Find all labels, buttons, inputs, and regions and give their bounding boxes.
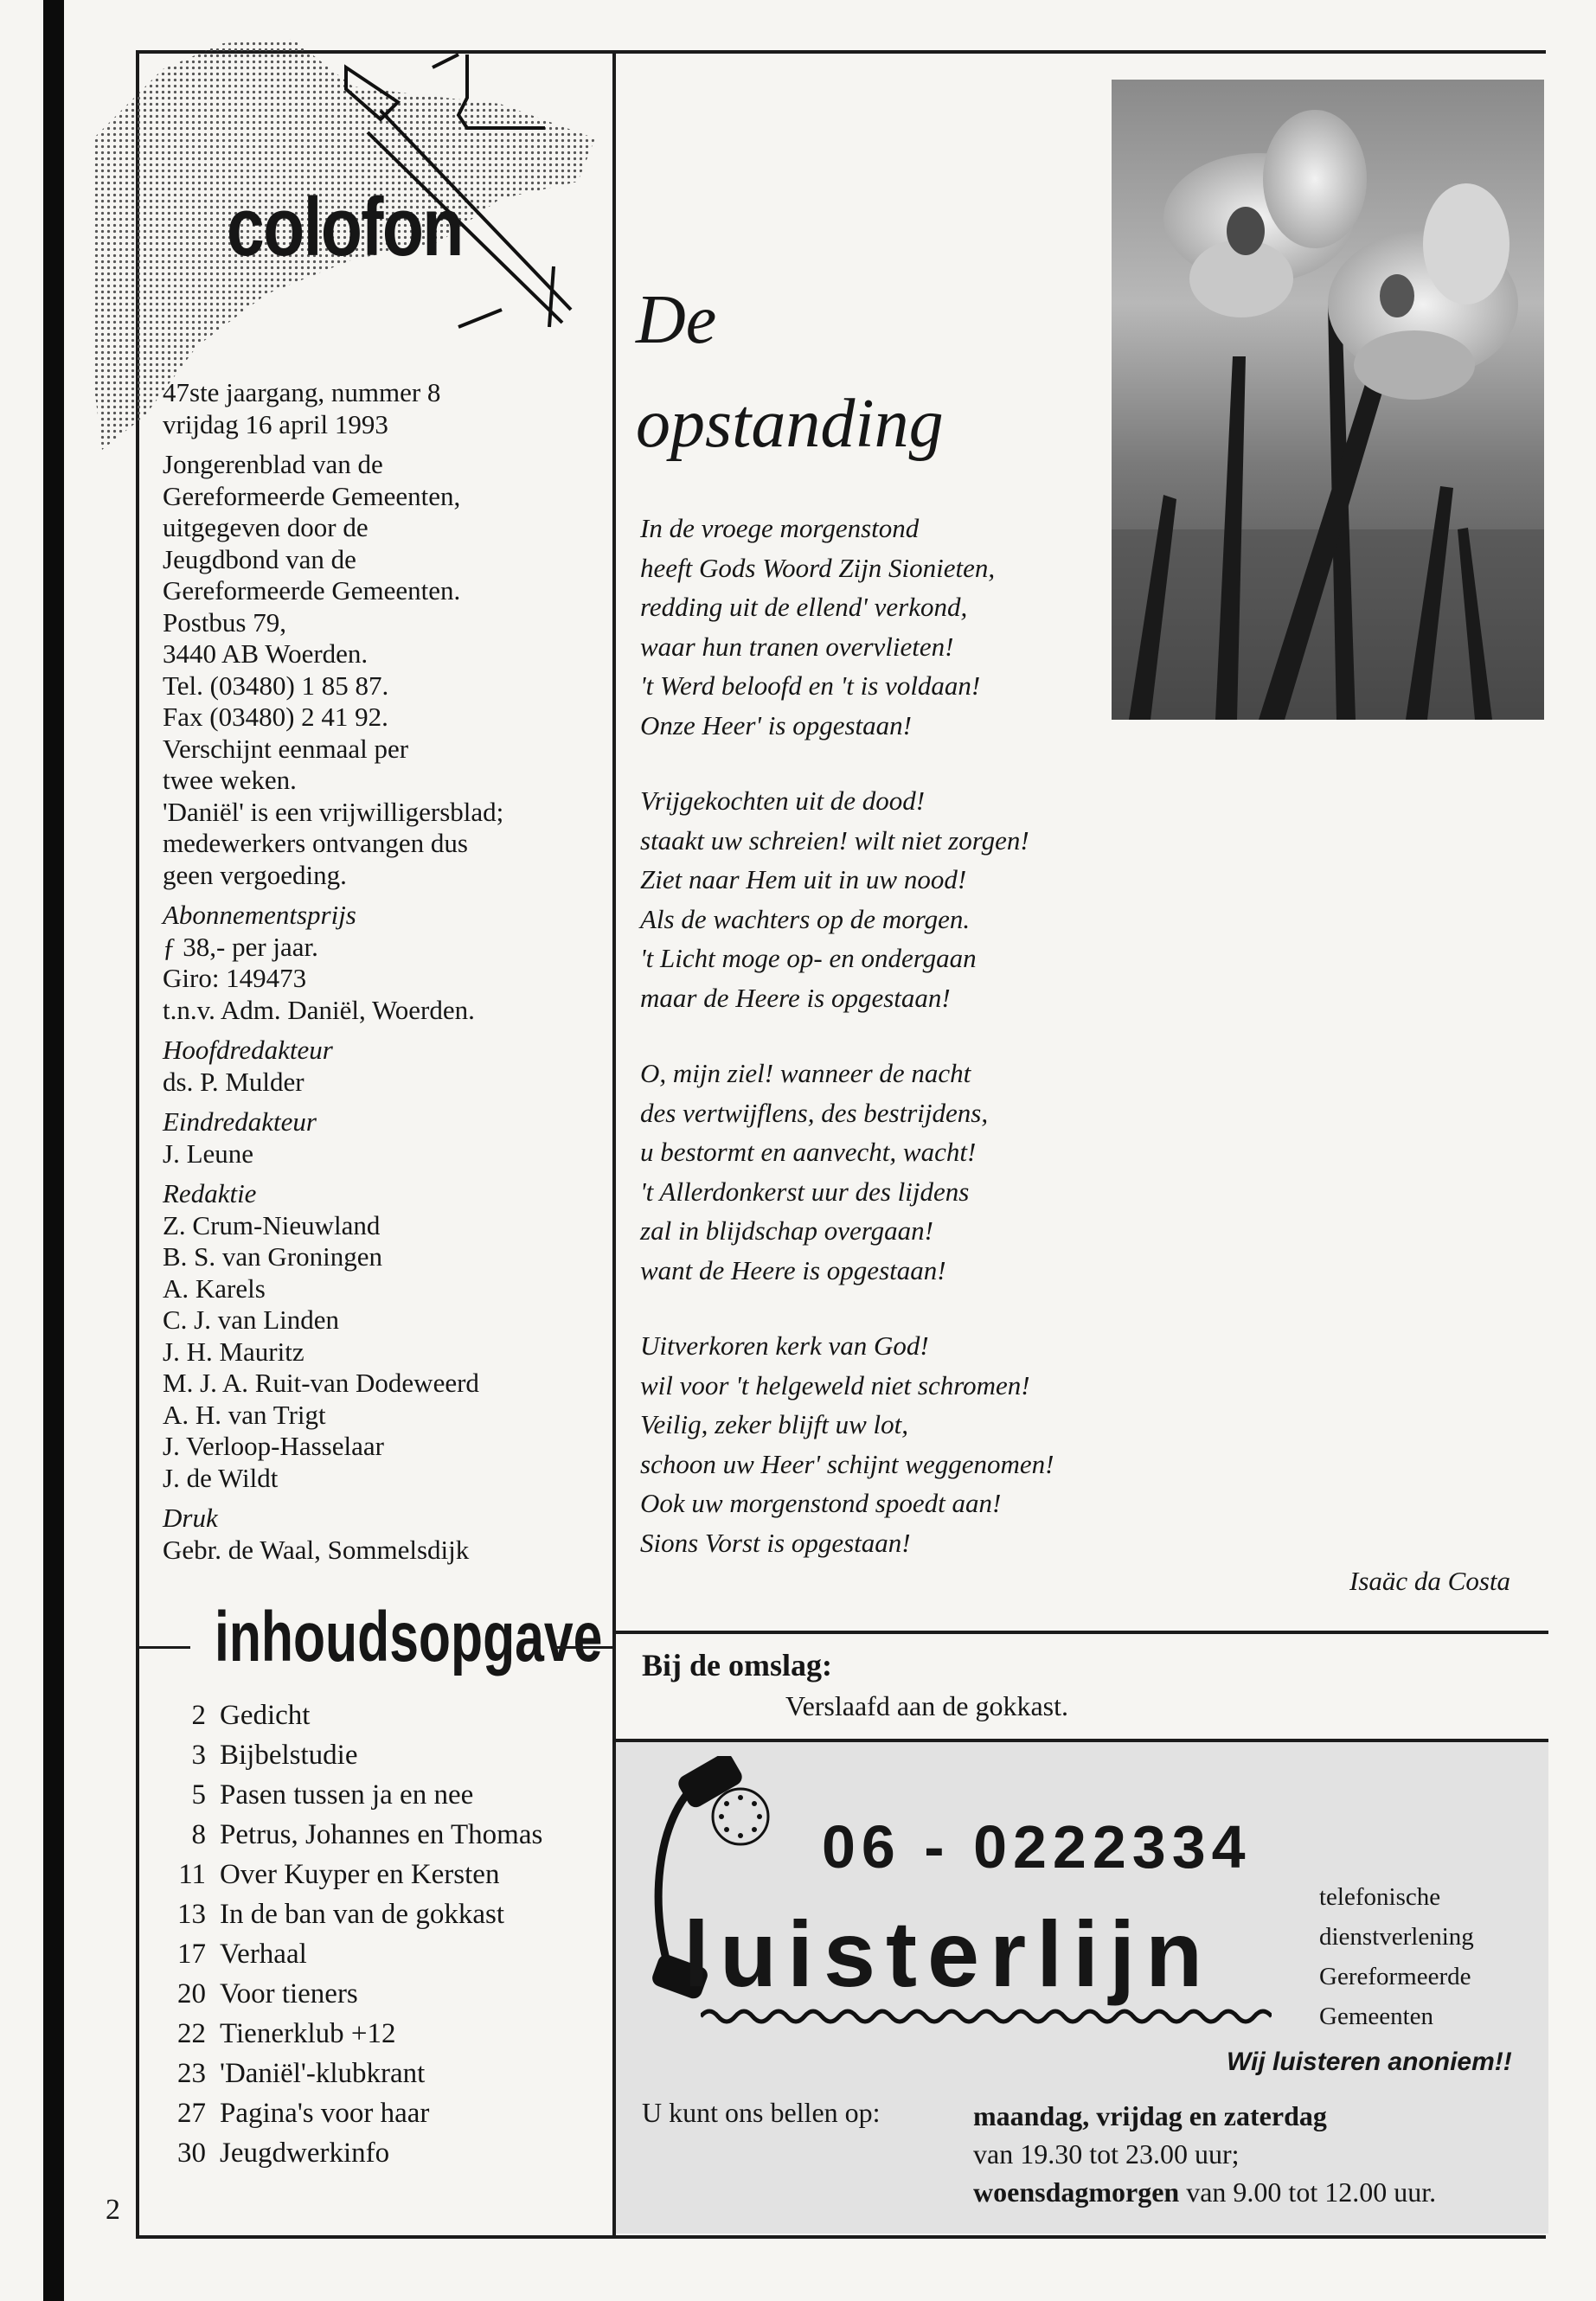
poem-line: waar hun tranen overvlieten! — [640, 631, 954, 662]
advert-tagline: Wij luisteren anoniem!! — [1227, 2048, 1512, 2076]
toc-page: 20 — [177, 1978, 206, 2009]
poem-line: Onze Heer' is opgestaan! — [640, 709, 912, 740]
publisher-line: Jongerenblad van de — [163, 449, 383, 479]
publisher-line: geen vergoeding. — [163, 859, 347, 890]
toc-item[interactable] — [163, 2093, 595, 2133]
poem-title-line1: De — [636, 282, 717, 358]
final-editor-label: Eindredakteur — [163, 1106, 317, 1137]
editorial-member: J. de Wildt — [163, 1462, 279, 1493]
poem-divider — [614, 1631, 1548, 1634]
chief-editor: ds. P. Mulder — [163, 1066, 304, 1097]
binding-edge — [43, 0, 64, 2301]
issue-line: 47ste jaargang, nummer 8 — [163, 377, 441, 407]
editorial-label: Redaktie — [163, 1178, 257, 1208]
advert-hours — [973, 2097, 1436, 2211]
publisher-line: twee weken. — [163, 765, 297, 795]
toc-item[interactable] — [163, 1735, 595, 1775]
toc-page: 3 — [191, 1740, 206, 1771]
advert-side-text — [1319, 1877, 1474, 2036]
toc-item[interactable] — [163, 1974, 595, 2014]
toc-title: Tienerklub +12 — [220, 2018, 396, 2049]
poem-line: Vrijgekochten uit de dood! — [640, 785, 926, 816]
toc-page: 22 — [177, 2018, 206, 2049]
poem-line: 't Licht moge op- en ondergaan — [640, 943, 977, 973]
advert-phone-number: 06 - 0222334 — [822, 1813, 1252, 1881]
publisher-line: Gereformeerde Gemeenten, — [163, 480, 461, 511]
poem-line: Veilig, zeker blijft uw lot, — [640, 1409, 908, 1439]
print-label: Druk — [163, 1503, 218, 1533]
publisher-line: 'Daniël' is een vrijwilligersblad; — [163, 796, 504, 827]
poem-line: Uitverkoren kerk van God! — [640, 1330, 929, 1361]
publisher-line: Tel. (03480) 1 85 87. — [163, 670, 389, 701]
issue-date: vrijdag 16 april 1993 — [163, 408, 388, 439]
editorial-member: Z. Crum-Nieuwland — [163, 1209, 381, 1240]
poem-line: des vertwijflens, des bestrijdens, — [640, 1097, 989, 1128]
colofon-block — [163, 377, 561, 1566]
advert-side-line: Gemeenten — [1319, 2003, 1434, 2030]
toc-item[interactable] — [163, 2133, 595, 2173]
subscription-line: ƒ 38,- per jaar. — [163, 931, 318, 962]
toc-title: Jeugdwerkinfo — [220, 2138, 390, 2169]
toc-title: Voor tieners — [220, 1978, 358, 2009]
poem-line: Sions Vorst is opgestaan! — [640, 1527, 911, 1558]
frame-border-bottom — [136, 2235, 1546, 2239]
contents-rule-left — [138, 1646, 190, 1649]
toc-title: Bijbelstudie — [220, 1740, 358, 1771]
toc-item[interactable] — [163, 2014, 595, 2054]
subscription-label: Abonnementsprijs — [163, 900, 356, 930]
editorial-member: A. H. van Trigt — [163, 1399, 326, 1430]
toc-page: 2 — [191, 1700, 206, 1731]
editorial-member: A. Karels — [163, 1272, 266, 1304]
chief-editor-label: Hoofdredakteur — [163, 1035, 333, 1065]
editorial-member: B. S. van Groningen — [163, 1241, 383, 1272]
publisher-line: uitgegeven door de — [163, 512, 369, 542]
publisher-line: Postbus 79, — [163, 606, 286, 638]
poem-stanza — [640, 1054, 1194, 1290]
poem-title-line2: opstanding — [636, 386, 944, 462]
cord-ornament — [701, 2007, 1272, 2026]
toc-page: 5 — [191, 1779, 206, 1811]
poem-line: Als de wachters op de morgen. — [640, 903, 971, 934]
poem-line: wil voor 't helgeweld niet schromen! — [640, 1369, 1030, 1400]
toc-item[interactable] — [163, 1775, 595, 1815]
poem-line: 't Werd beloofd en 't is voldaan! — [640, 670, 981, 701]
subscription-line: Giro: 149473 — [163, 963, 307, 993]
advert-days: woensdagmorgen — [973, 2176, 1180, 2208]
poem-stanza — [640, 781, 1194, 1017]
publisher-line: medewerkers ontvangen dus — [163, 828, 468, 858]
toc-title: Pagina's voor haar — [220, 2098, 430, 2129]
toc-item[interactable] — [163, 1934, 595, 1974]
poem-line: 't Allerdonkerst uur des lijdens — [640, 1176, 970, 1207]
poem-line: u bestormt en aanvecht, wacht! — [640, 1137, 977, 1167]
toc-page: 30 — [177, 2138, 206, 2169]
editorial-member: J. H. Mauritz — [163, 1336, 304, 1367]
contents-title: inhoudsopgave — [215, 1598, 603, 1676]
poem-line: schoon uw Heer' schijnt weggenomen! — [640, 1448, 1054, 1479]
toc-title: Pasen tussen ja en nee — [220, 1779, 474, 1811]
editorial-member: J. Verloop-Hasselaar — [163, 1431, 384, 1461]
poem-stanza — [640, 1326, 1194, 1562]
table-of-contents — [163, 1695, 595, 2173]
subscription-line: t.n.v. Adm. Daniël, Woerden. — [163, 994, 475, 1025]
publisher-line: Verschijnt eenmaal per — [163, 733, 409, 764]
advert-call-label: U kunt ons bellen op: — [642, 2097, 881, 2128]
advert-brand: luisterlijn — [683, 1901, 1214, 2006]
toc-item[interactable] — [163, 1894, 595, 1934]
editorial-member: M. J. A. Ruit-van Dodeweerd — [163, 1368, 479, 1398]
advert-hours-line: van 9.00 tot 12.00 uur. — [1186, 2176, 1437, 2208]
toc-item[interactable] — [163, 1855, 595, 1894]
advert-days: maandag, vrijdag en zaterdag — [973, 2100, 1327, 2131]
toc-page: 17 — [177, 1939, 206, 1970]
publisher-line: Fax (03480) 2 41 92. — [163, 702, 388, 732]
toc-item[interactable] — [163, 2054, 595, 2093]
toc-page: 23 — [177, 2058, 206, 2089]
toc-item[interactable] — [163, 1695, 595, 1735]
final-editor: J. Leune — [163, 1138, 254, 1169]
cover-text: Verslaafd aan de gokkast. — [785, 1690, 1068, 1721]
advert-side-line: dienstverlening — [1319, 1923, 1474, 1951]
daffodil-photo — [1112, 80, 1544, 720]
contents-rule-right — [554, 1646, 612, 1649]
poem-line: Ziet naar Hem uit in uw nood! — [640, 864, 967, 894]
toc-title: 'Daniël'-klubkrant — [220, 2058, 426, 2089]
poem-line: Ook uw morgenstond spoedt aan! — [640, 1488, 1002, 1518]
toc-page: 13 — [177, 1899, 206, 1930]
toc-title: Gedicht — [220, 1700, 311, 1731]
publisher-line: Jeugdbond van de — [163, 543, 356, 574]
toc-title: Verhaal — [220, 1939, 307, 1970]
poem-line: zal in blijdschap overgaan! — [640, 1215, 933, 1246]
advert-side-line: telefonische — [1319, 1883, 1441, 1911]
poem-line: staakt uw schreien! wilt niet zorgen! — [640, 824, 1029, 856]
toc-title: In de ban van de gokkast — [220, 1899, 504, 1930]
publisher-line: Gereformeerde Gemeenten. — [163, 575, 461, 606]
poem-body — [640, 509, 1194, 1599]
poem-line: redding uit de ellend' verkond, — [640, 592, 968, 622]
advert-hours-line: van 19.30 tot 23.00 uur; — [973, 2138, 1240, 2170]
poem-line: want de Heere is opgestaan! — [640, 1254, 946, 1285]
colofon-title: colofon — [227, 181, 463, 273]
toc-title: Petrus, Johannes en Thomas — [220, 1819, 543, 1850]
toc-page: 11 — [178, 1859, 206, 1890]
publisher-line: 3440 AB Woerden. — [163, 638, 369, 669]
advert-side-line: Gereformeerde — [1319, 1963, 1471, 1990]
poem-author: Isaäc da Costa — [1349, 1566, 1510, 1596]
printer: Gebr. de Waal, Sommelsdijk — [163, 1534, 470, 1565]
poem-stanza — [640, 509, 1194, 745]
cover-label: Bij de omslag: — [642, 1648, 832, 1682]
poem-line: O, mijn ziel! wanneer de nacht — [640, 1058, 971, 1088]
page-number: 2 — [106, 2194, 120, 2226]
toc-page: 8 — [191, 1819, 206, 1850]
poem-line: heeft Gods Woord Zijn Sionieten, — [640, 552, 996, 583]
toc-title: Over Kuyper en Kersten — [220, 1859, 500, 1890]
editorial-member: C. J. van Linden — [163, 1304, 340, 1335]
toc-page: 27 — [177, 2098, 206, 2129]
publisher-info — [163, 449, 561, 891]
poem-line: In de vroege morgenstond — [640, 513, 920, 543]
poem-line: maar de Heere is opgestaan! — [640, 982, 951, 1013]
toc-item[interactable] — [163, 1815, 595, 1855]
